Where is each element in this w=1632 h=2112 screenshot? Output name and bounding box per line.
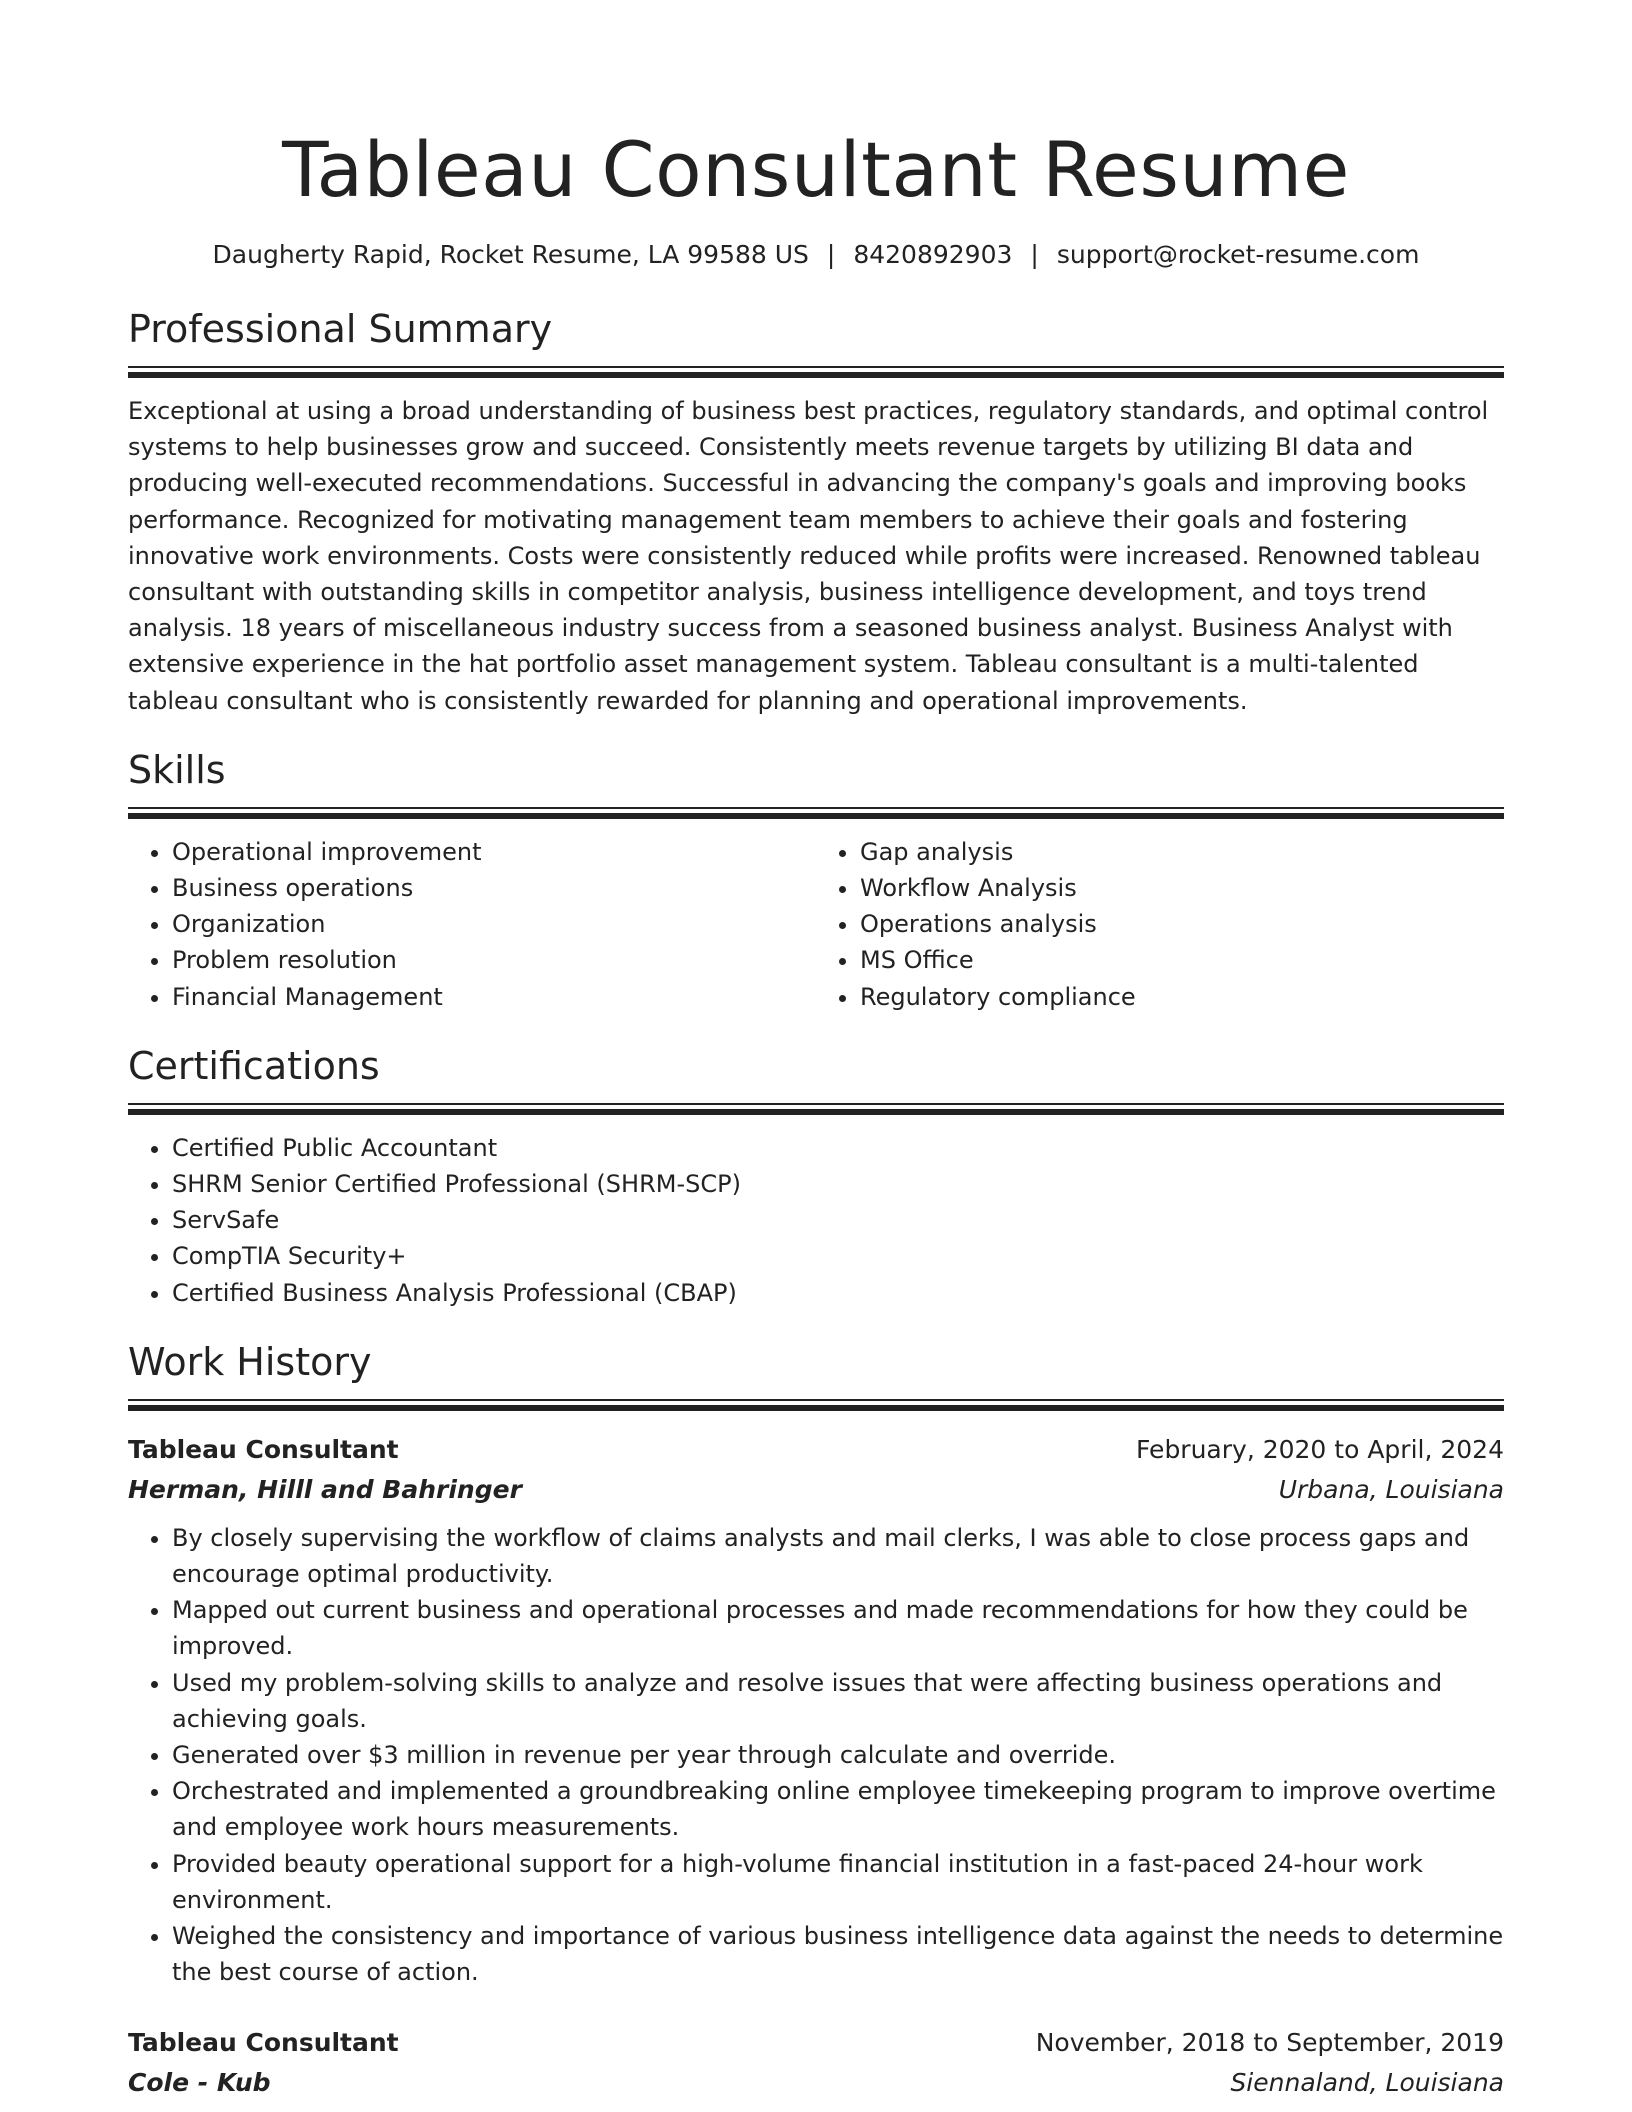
skill-item: • MS Office: [860, 942, 1504, 978]
certification-item: • CompTIA Security+: [172, 1238, 1504, 1274]
job-bullet: • Used my problem-solving skills to analyze and resolve issues that were affecting business operations and achieving goals.: [172, 1665, 1504, 1737]
job-bullet: • Provided beauty operational support for a high-volume financial institution in a fast-paced 24-hour work environment.: [172, 1846, 1504, 1918]
job-location: Siennaland, Louisiana: [1230, 2067, 1504, 2097]
contact-address: Daugherty Rapid, Rocket Resume, LA 99588 US: [212, 240, 809, 269]
job-entry: [128, 1430, 1504, 1991]
section-divider: [128, 1399, 1504, 1410]
skills-columns: [128, 834, 1504, 1015]
contact-separator: |: [826, 240, 836, 269]
skill-item: • Workflow Analysis: [860, 870, 1504, 906]
skills-section: [128, 745, 1504, 1015]
skill-item: • Operational improvement: [172, 834, 816, 870]
job-title: Tableau Consultant: [128, 1434, 399, 1464]
certification-item: • ServSafe: [172, 1202, 1504, 1238]
job-company: Herman, Hilll and Bahringer: [128, 1474, 522, 1504]
contact-line: [128, 238, 1504, 272]
job-entry: [128, 2023, 1504, 2103]
summary-section: [128, 304, 1504, 719]
skills-list-left: [128, 834, 816, 1015]
resume-title: Tableau Consultant Resume: [282, 125, 1350, 214]
job-dates: February, 2020 to April, 2024: [1136, 1434, 1504, 1464]
skill-item: • Organization: [172, 906, 816, 942]
certification-item: • SHRM Senior Certified Professional (SHRM-SCP): [172, 1166, 1504, 1202]
contact-phone: 8420892903: [853, 240, 1013, 269]
job-company: Cole - Kub: [128, 2067, 271, 2097]
skills-heading: Skills: [128, 747, 226, 792]
work-history-heading: Work History: [128, 1339, 372, 1384]
job-subheader-row: [128, 1470, 1504, 1510]
contact-separator: |: [1030, 240, 1039, 269]
skill-item: • Business operations: [172, 870, 816, 906]
job-location: Urbana, Louisiana: [1278, 1474, 1504, 1504]
skills-list-right: [816, 834, 1504, 1015]
job-bullet: • Generated over $3 million in revenue per year through calculate and override.: [172, 1737, 1504, 1773]
certification-item: • Certified Business Analysis Professional (CBAP): [172, 1275, 1504, 1311]
skill-item: • Regulatory compliance: [860, 979, 1504, 1015]
skill-item: • Gap analysis: [860, 834, 1504, 870]
summary-heading: Professional Summary: [128, 307, 553, 351]
certification-item: • Certified Public Accountant: [172, 1130, 1504, 1166]
job-title: Tableau Consultant: [128, 2027, 399, 2057]
job-bullets: [128, 1520, 1504, 1991]
job-bullet: • Mapped out current business and operational processes and made recommendations for how they could be improved.: [172, 1592, 1504, 1664]
job-dates: November, 2018 to September, 2019: [1035, 2027, 1504, 2057]
job-header-row: [128, 2023, 1504, 2063]
certifications-section: [128, 1041, 1504, 1311]
summary-text: Exceptional at using a broad understanding of business best practices, regulatory standards, and optimal control systems to help businesses grow and succeed. Consistently meets revenue targets by utilizing BI data and producing well-executed recommendations. Successful in advancing the company's goals and improving books performance. Recognized for motivating management team members to achieve their goals and fostering innovative work environments. Costs were consistently reduced while profits were increased. Renowned tableau consultant with outstanding skills in competitor analysis, business intelligence development, and toys trend analysis. 18 years of miscellaneous industry success from a seasoned business analyst. Business Analyst with extensive experience in the hat portfolio asset management system. Tableau consultant is a multi-talented tableau consultant who is consistently rewarded for planning and operational improvements.: [128, 397, 1489, 715]
skill-item: • Operations analysis: [860, 906, 1504, 942]
section-divider: [128, 1103, 1504, 1114]
resume-page: [128, 0, 1504, 2103]
skill-item: • Problem resolution: [172, 942, 816, 978]
job-bullet: • Orchestrated and implemented a groundbreaking online employee timekeeping program to improve overtime and employee work hours measurements.: [172, 1773, 1504, 1845]
skill-item: • Financial Management: [172, 979, 816, 1015]
job-header-row: [128, 1430, 1504, 1470]
section-divider: [128, 807, 1504, 818]
certifications-list: [128, 1130, 1504, 1311]
job-bullet: • Weighed the consistency and importance of various business intelligence data against the needs to determine the best course of action.: [172, 1918, 1504, 1990]
job-bullet: • By closely supervising the workflow of claims analysts and mail clerks, I was able to close process gaps and encourage optimal productivity.: [172, 1520, 1504, 1592]
job-subheader-row: [128, 2063, 1504, 2103]
section-divider: [128, 366, 1504, 377]
work-history-section: [128, 1337, 1504, 2103]
contact-email: support@rocket-resume.com: [1056, 240, 1420, 269]
certifications-heading: Certifications: [128, 1043, 380, 1088]
